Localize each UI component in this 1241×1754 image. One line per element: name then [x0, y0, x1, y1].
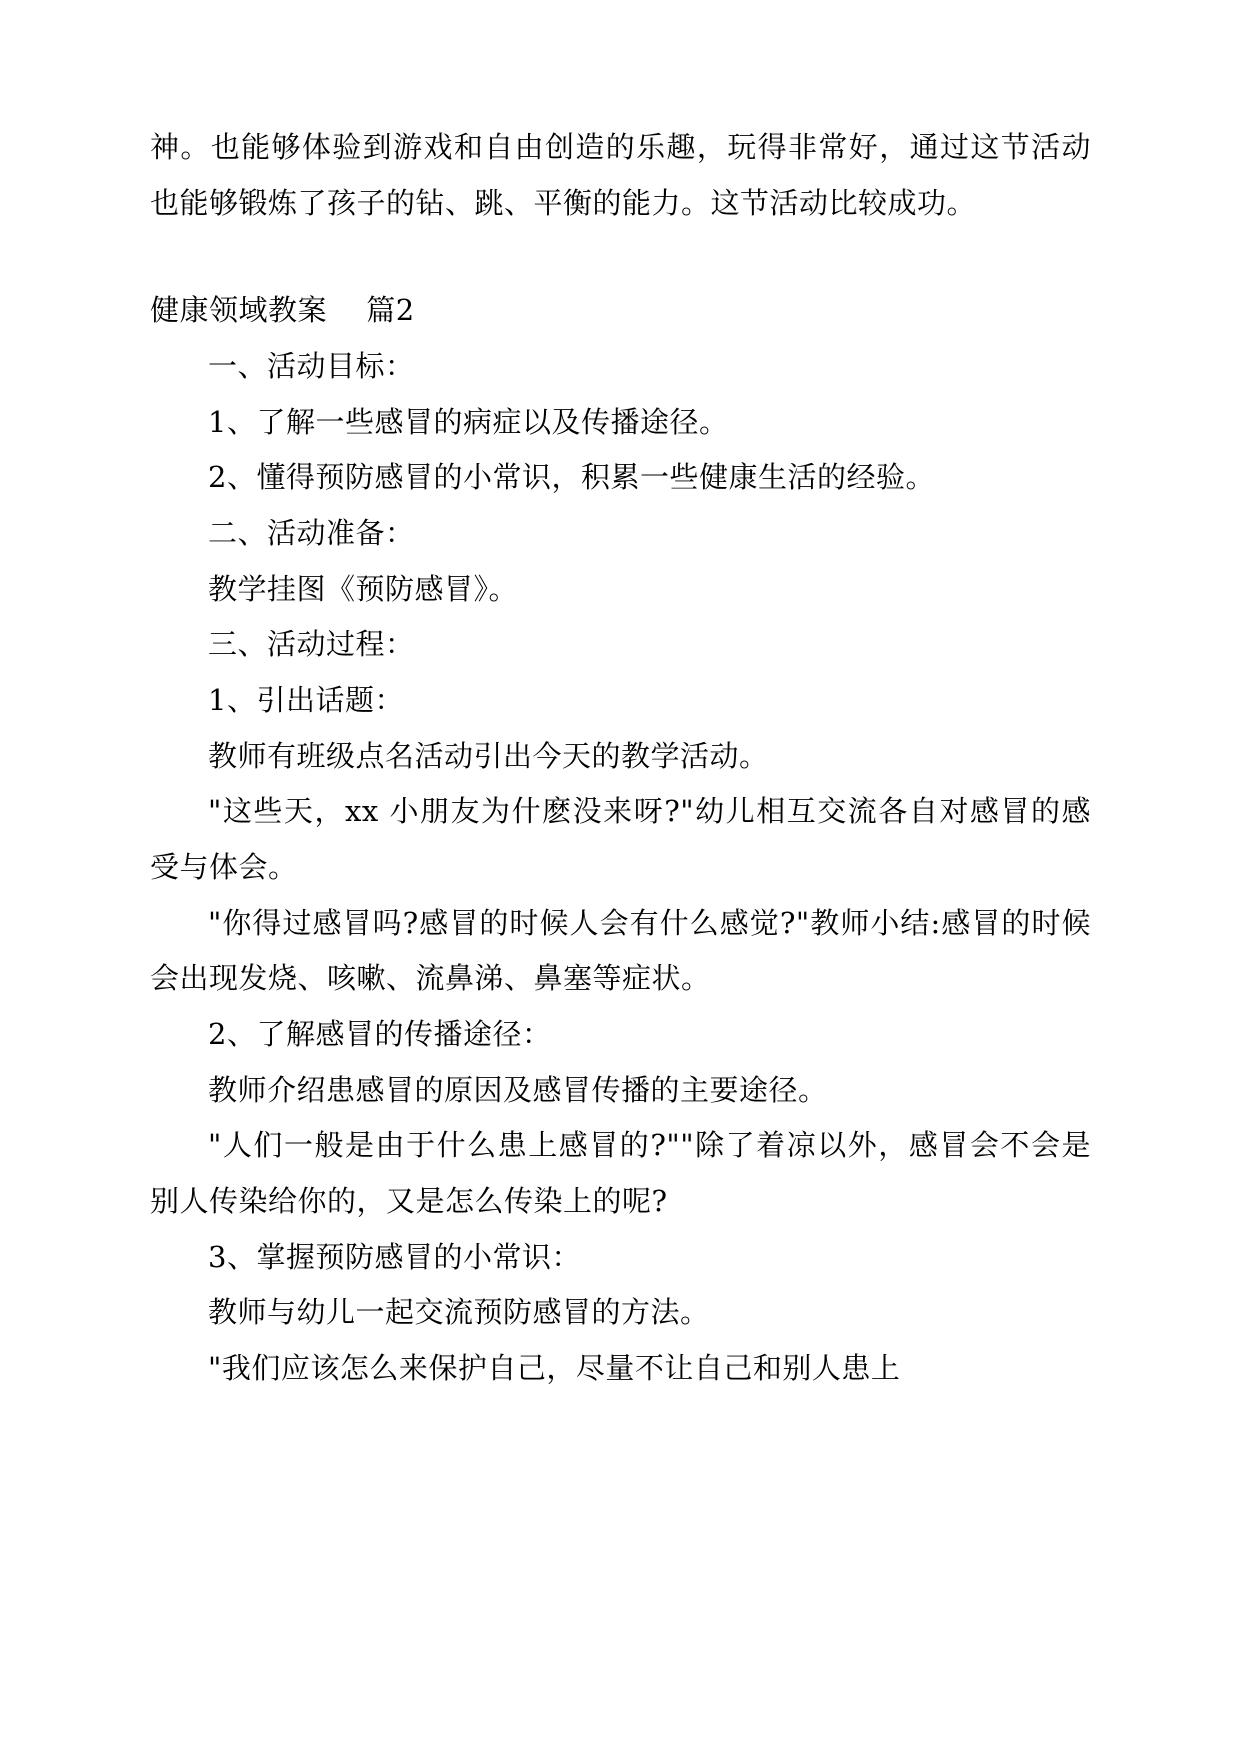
paragraph: "这些天，xx 小朋友为什麽没来呀?"幼儿相互交流各自对感冒的感受与体会。 — [150, 794, 1091, 885]
paragraph: 3、掌握预防感冒的小常识： — [208, 1239, 581, 1274]
document-body — [150, 120, 1091, 1397]
paragraph: 三、活动过程： — [208, 627, 415, 662]
paragraph: 1、了解一些感冒的病症以及传播途径。 — [208, 404, 729, 439]
paragraph: 2、懂得预防感冒的小常识，积累一些健康生活的经验。 — [208, 460, 935, 495]
section-heading: 健康领域教案 篇2 — [150, 293, 415, 328]
paragraph: 教学挂图《预防感冒》。 — [208, 571, 519, 606]
paragraph: 教师介绍患感冒的原因及感冒传播的主要途径。 — [208, 1072, 828, 1107]
paragraph: "我们应该怎么来保护自己，尽量不让自己和别人患上 — [208, 1351, 901, 1386]
paragraph: 教师有班级点名活动引出今天的教学活动。 — [208, 738, 769, 773]
paragraph: "你得过感冒吗?感冒的时候人会有什么感觉?"教师小结:感冒的时候会出现发烧、咳嗽、流鼻涕、鼻塞等症状。 — [150, 905, 1091, 996]
paragraph: 二、活动准备： — [208, 516, 415, 551]
paragraph: 一、活动目标： — [208, 349, 415, 384]
paragraph: "人们一般是由于什么患上感冒的?""除了着凉以外，感冒会不会是别人传染给你的，又是怎么传染上的呢? — [150, 1128, 1091, 1219]
paragraph: 教师与幼儿一起交流预防感冒的方法。 — [208, 1295, 710, 1330]
paragraph: 1、引出话题： — [208, 683, 404, 718]
paragraph-spacer — [150, 231, 1091, 283]
paragraph: 神。也能够体验到游戏和自由创造的乐趣，玩得非常好，通过这节活动也能够锻炼了孩子的钻、跳、平衡的能力。这节活动比较成功。 — [150, 130, 1091, 220]
paragraph: 2、了解感冒的传播途径： — [208, 1017, 552, 1052]
